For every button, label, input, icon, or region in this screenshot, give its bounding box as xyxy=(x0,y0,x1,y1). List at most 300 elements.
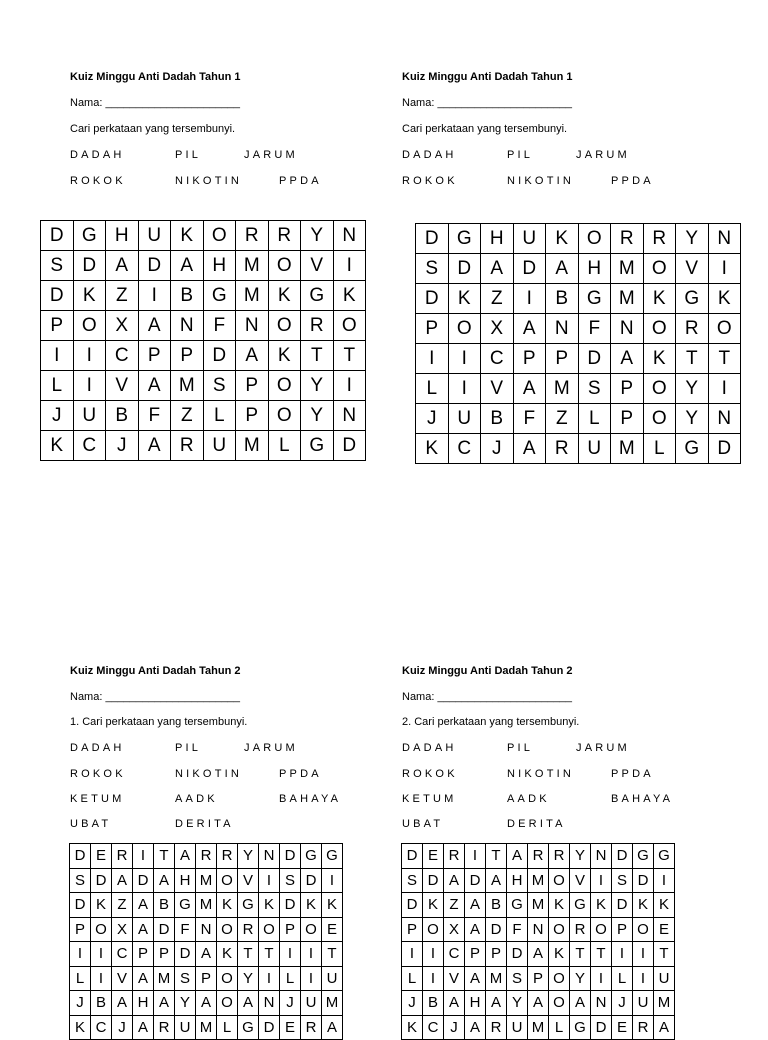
grid-cell: A xyxy=(175,844,196,869)
grid-cell: E xyxy=(322,917,343,942)
grid-cell: R xyxy=(546,434,579,464)
grid-cell: L xyxy=(70,966,91,991)
quiz-title: Kuiz Minggu Anti Dadah Tahun 1 xyxy=(70,71,241,83)
grid-cell: N xyxy=(259,844,280,869)
quiz-title: Kuiz Minggu Anti Dadah Tahun 2 xyxy=(402,665,573,677)
grid-cell: Y xyxy=(676,224,709,254)
grid-cell: L xyxy=(549,1015,570,1040)
grid-cell: S xyxy=(507,966,528,991)
grid-cell: K xyxy=(268,281,301,311)
word-search-grid xyxy=(415,223,741,464)
grid-row xyxy=(416,434,741,464)
word-item: PPDA xyxy=(279,175,322,187)
grid-cell: V xyxy=(570,868,591,893)
grid-cell: R xyxy=(171,431,204,461)
grid-cell: P xyxy=(138,341,171,371)
grid-cell: I xyxy=(708,374,741,404)
grid-cell: V xyxy=(238,868,259,893)
grid-row xyxy=(41,311,366,341)
grid-cell: G xyxy=(570,1015,591,1040)
grid-cell: N xyxy=(259,991,280,1016)
grid-cell: A xyxy=(112,868,133,893)
grid-cell: P xyxy=(236,371,269,401)
grid-cell: R xyxy=(570,917,591,942)
grid-cell: G xyxy=(633,844,654,869)
grid-cell: K xyxy=(91,893,112,918)
grid-cell: A xyxy=(138,311,171,341)
grid-cell: P xyxy=(611,374,644,404)
grid-cell: N xyxy=(333,221,366,251)
grid-cell: U xyxy=(322,966,343,991)
grid-cell: L xyxy=(280,966,301,991)
grid-cell: A xyxy=(507,844,528,869)
grid-cell: I xyxy=(301,966,322,991)
word-item: PPDA xyxy=(279,768,322,780)
grid-cell: Y xyxy=(507,991,528,1016)
grid-cell: A xyxy=(112,991,133,1016)
grid-cell: A xyxy=(465,966,486,991)
word-item: JARUM xyxy=(244,742,298,754)
grid-cell: A xyxy=(513,434,546,464)
grid-cell: O xyxy=(643,254,676,284)
grid-cell: G xyxy=(175,893,196,918)
grid-cell: B xyxy=(481,404,514,434)
word-item: ROKOK xyxy=(70,768,126,780)
grid-cell: V xyxy=(106,371,139,401)
grid-cell: U xyxy=(507,1015,528,1040)
grid-cell: C xyxy=(481,344,514,374)
grid-cell: A xyxy=(546,254,579,284)
word-item: DERITA xyxy=(175,818,234,830)
grid-cell: N xyxy=(546,314,579,344)
grid-cell: O xyxy=(643,374,676,404)
grid-cell: S xyxy=(280,868,301,893)
grid-cell: D xyxy=(41,221,74,251)
grid-cell: I xyxy=(91,942,112,967)
grid-cell: G xyxy=(301,844,322,869)
grid-cell: I xyxy=(423,966,444,991)
name-field: Nama: ______________________ xyxy=(70,97,241,109)
grid-cell: A xyxy=(513,314,546,344)
grid-cell: A xyxy=(444,868,465,893)
grid-cell: I xyxy=(402,942,423,967)
word-item: NIKOTIN xyxy=(507,768,575,780)
grid-cell: I xyxy=(70,942,91,967)
grid-cell: N xyxy=(528,917,549,942)
grid-cell: P xyxy=(528,966,549,991)
grid-cell: I xyxy=(633,966,654,991)
grid-row xyxy=(70,1015,343,1040)
instruction-text: Cari perkataan yang tersembunyi. xyxy=(70,123,236,135)
grid-cell: D xyxy=(280,893,301,918)
grid-cell: A xyxy=(138,371,171,401)
grid-cell: R xyxy=(238,917,259,942)
grid-cell: J xyxy=(106,431,139,461)
grid-cell: O xyxy=(73,311,106,341)
grid-cell: Y xyxy=(570,844,591,869)
grid-cell: V xyxy=(301,251,334,281)
grid-row xyxy=(402,1015,675,1040)
grid-cell: A xyxy=(465,893,486,918)
grid-cell: F xyxy=(507,917,528,942)
grid-cell: Z xyxy=(546,404,579,434)
grid-cell: L xyxy=(578,404,611,434)
grid-cell: H xyxy=(203,251,236,281)
grid-cell: I xyxy=(41,341,74,371)
grid-cell: Z xyxy=(171,401,204,431)
grid-cell: D xyxy=(416,284,449,314)
quiz-title: Kuiz Minggu Anti Dadah Tahun 1 xyxy=(402,71,573,83)
grid-cell: I xyxy=(73,341,106,371)
grid-cell: S xyxy=(203,371,236,401)
grid-cell: P xyxy=(41,311,74,341)
grid-cell: I xyxy=(259,966,280,991)
grid-cell: R xyxy=(112,844,133,869)
grid-cell: G xyxy=(676,284,709,314)
grid-cell: O xyxy=(591,917,612,942)
word-item: AADK xyxy=(175,793,218,805)
grid-cell: B xyxy=(423,991,444,1016)
grid-cell: K xyxy=(549,893,570,918)
grid-cell: O xyxy=(549,966,570,991)
grid-cell: K xyxy=(643,344,676,374)
word-item: JARUM xyxy=(576,149,630,161)
grid-cell: O xyxy=(203,221,236,251)
grid-cell: I xyxy=(465,844,486,869)
grid-cell: U xyxy=(203,431,236,461)
word-item: PPDA xyxy=(611,768,654,780)
grid-cell: R xyxy=(196,844,217,869)
grid-cell: U xyxy=(175,1015,196,1040)
grid-cell: R xyxy=(676,314,709,344)
grid-cell: Y xyxy=(676,404,709,434)
instruction-text: 2. Cari perkataan yang tersembunyi. xyxy=(402,716,580,728)
grid-cell: Y xyxy=(570,966,591,991)
grid-cell: D xyxy=(708,434,741,464)
grid-cell: T xyxy=(238,942,259,967)
grid-cell: I xyxy=(138,281,171,311)
grid-cell: O xyxy=(217,868,238,893)
grid-cell: H xyxy=(507,868,528,893)
grid-cell: Y xyxy=(301,221,334,251)
grid-cell: A xyxy=(444,991,465,1016)
word-search-grid xyxy=(40,220,366,461)
grid-cell: D xyxy=(41,281,74,311)
grid-cell: I xyxy=(591,868,612,893)
grid-cell: K xyxy=(423,893,444,918)
grid-cell: A xyxy=(654,1015,675,1040)
grid-cell: P xyxy=(171,341,204,371)
grid-cell: D xyxy=(507,942,528,967)
word-item: BAHAYA xyxy=(611,793,674,805)
grid-row xyxy=(416,254,741,284)
word-item: ROKOK xyxy=(70,175,126,187)
grid-cell: M xyxy=(322,991,343,1016)
grid-cell: N xyxy=(196,917,217,942)
grid-cell: P xyxy=(513,344,546,374)
grid-cell: Y xyxy=(301,371,334,401)
grid-row xyxy=(402,942,675,967)
grid-row xyxy=(416,314,741,344)
grid-cell: K xyxy=(591,893,612,918)
grid-cell: I xyxy=(322,868,343,893)
grid-cell: M xyxy=(236,251,269,281)
grid-cell: S xyxy=(612,868,633,893)
grid-cell: J xyxy=(612,991,633,1016)
grid-cell: U xyxy=(654,966,675,991)
grid-cell: T xyxy=(333,341,366,371)
grid-cell: D xyxy=(578,344,611,374)
grid-cell: X xyxy=(444,917,465,942)
grid-row xyxy=(41,431,366,461)
grid-cell: A xyxy=(513,374,546,404)
grid-row xyxy=(70,966,343,991)
grid-cell: D xyxy=(280,844,301,869)
grid-cell: O xyxy=(549,868,570,893)
word-item: PIL xyxy=(507,149,534,161)
grid-cell: K xyxy=(546,224,579,254)
grid-cell: U xyxy=(633,991,654,1016)
grid-cell: Y xyxy=(175,991,196,1016)
grid-cell: O xyxy=(423,917,444,942)
grid-cell: A xyxy=(465,917,486,942)
grid-cell: D xyxy=(402,844,423,869)
grid-cell: E xyxy=(280,1015,301,1040)
grid-cell: O xyxy=(259,917,280,942)
grid-row xyxy=(70,942,343,967)
grid-cell: T xyxy=(676,344,709,374)
word-search-grid xyxy=(401,843,675,1040)
grid-cell: A xyxy=(133,917,154,942)
grid-cell: G xyxy=(578,284,611,314)
grid-cell: A xyxy=(238,991,259,1016)
grid-cell: I xyxy=(654,868,675,893)
grid-cell: D xyxy=(154,917,175,942)
name-field: Nama: ______________________ xyxy=(402,97,573,109)
grid-cell: A xyxy=(236,341,269,371)
grid-cell: I xyxy=(133,844,154,869)
grid-row xyxy=(70,893,343,918)
grid-cell: D xyxy=(133,868,154,893)
grid-cell: G xyxy=(676,434,709,464)
grid-cell: P xyxy=(280,917,301,942)
grid-cell: G xyxy=(322,844,343,869)
grid-cell: L xyxy=(643,434,676,464)
grid-cell: L xyxy=(41,371,74,401)
grid-cell: O xyxy=(708,314,741,344)
grid-cell: O xyxy=(633,917,654,942)
word-item: ROKOK xyxy=(402,175,458,187)
grid-cell: I xyxy=(301,942,322,967)
grid-cell: M xyxy=(546,374,579,404)
grid-cell: T xyxy=(654,942,675,967)
name-field: Nama: ______________________ xyxy=(70,691,241,703)
grid-cell: D xyxy=(175,942,196,967)
grid-cell: N xyxy=(611,314,644,344)
grid-cell: M xyxy=(611,434,644,464)
grid-cell: H xyxy=(578,254,611,284)
grid-cell: C xyxy=(73,431,106,461)
grid-cell: G xyxy=(238,1015,259,1040)
grid-cell: M xyxy=(171,371,204,401)
grid-row xyxy=(416,284,741,314)
grid-row xyxy=(41,281,366,311)
grid-cell: O xyxy=(268,251,301,281)
grid-cell: Y xyxy=(301,401,334,431)
grid-cell: M xyxy=(236,431,269,461)
grid-cell: T xyxy=(708,344,741,374)
grid-cell: T xyxy=(154,844,175,869)
grid-cell: G xyxy=(238,893,259,918)
instruction-text: 1. Cari perkataan yang tersembunyi. xyxy=(70,716,248,728)
grid-cell: P xyxy=(546,344,579,374)
word-item: UBAT xyxy=(70,818,112,830)
grid-cell: L xyxy=(203,401,236,431)
grid-cell: U xyxy=(578,434,611,464)
grid-cell: G xyxy=(301,281,334,311)
grid-cell: Y xyxy=(238,966,259,991)
grid-cell: B xyxy=(486,893,507,918)
grid-row xyxy=(41,251,366,281)
grid-cell: A xyxy=(196,991,217,1016)
word-item: BAHAYA xyxy=(279,793,342,805)
grid-cell: G xyxy=(301,431,334,461)
grid-cell: O xyxy=(549,991,570,1016)
grid-cell: A xyxy=(154,868,175,893)
grid-cell: K xyxy=(70,1015,91,1040)
grid-cell: B xyxy=(546,284,579,314)
grid-cell: K xyxy=(301,893,322,918)
word-item: AADK xyxy=(507,793,550,805)
grid-cell: B xyxy=(106,401,139,431)
grid-cell: O xyxy=(549,917,570,942)
grid-cell: I xyxy=(423,942,444,967)
grid-cell: U xyxy=(73,401,106,431)
grid-cell: V xyxy=(676,254,709,284)
grid-cell: S xyxy=(41,251,74,281)
grid-cell: K xyxy=(217,942,238,967)
grid-cell: P xyxy=(196,966,217,991)
grid-cell: N xyxy=(171,311,204,341)
grid-cell: K xyxy=(654,893,675,918)
grid-cell: K xyxy=(41,431,74,461)
grid-cell: K xyxy=(402,1015,423,1040)
grid-cell: X xyxy=(481,314,514,344)
grid-cell: C xyxy=(423,1015,444,1040)
grid-cell: A xyxy=(133,893,154,918)
grid-cell: A xyxy=(465,1015,486,1040)
word-item: DADAH xyxy=(70,149,125,161)
grid-cell: C xyxy=(106,341,139,371)
grid-cell: N xyxy=(236,311,269,341)
grid-cell: K xyxy=(73,281,106,311)
grid-cell: L xyxy=(416,374,449,404)
grid-cell: G xyxy=(654,844,675,869)
grid-cell: K xyxy=(448,284,481,314)
grid-cell: K xyxy=(217,893,238,918)
grid-cell: I xyxy=(416,344,449,374)
grid-cell: Y xyxy=(238,844,259,869)
grid-cell: J xyxy=(70,991,91,1016)
grid-row xyxy=(402,966,675,991)
grid-cell: M xyxy=(196,868,217,893)
grid-cell: A xyxy=(570,991,591,1016)
grid-cell: A xyxy=(133,1015,154,1040)
grid-row xyxy=(41,401,366,431)
grid-cell: P xyxy=(416,314,449,344)
grid-cell: P xyxy=(236,401,269,431)
grid-cell: X xyxy=(112,917,133,942)
grid-cell: J xyxy=(41,401,74,431)
grid-cell: H xyxy=(465,991,486,1016)
grid-cell: T xyxy=(259,942,280,967)
word-item: NIKOTIN xyxy=(175,768,243,780)
grid-row xyxy=(402,917,675,942)
grid-cell: D xyxy=(591,1015,612,1040)
grid-cell: S xyxy=(578,374,611,404)
grid-cell: R xyxy=(549,844,570,869)
grid-cell: R xyxy=(528,844,549,869)
word-item: PIL xyxy=(175,149,202,161)
name-field: Nama: ______________________ xyxy=(402,691,573,703)
word-item: DADAH xyxy=(402,742,457,754)
grid-cell: V xyxy=(481,374,514,404)
grid-cell: K xyxy=(333,281,366,311)
word-item: DADAH xyxy=(402,149,457,161)
grid-cell: J xyxy=(416,404,449,434)
quiz-title: Kuiz Minggu Anti Dadah Tahun 2 xyxy=(70,665,241,677)
grid-cell: N xyxy=(708,224,741,254)
grid-cell: K xyxy=(708,284,741,314)
word-item: PIL xyxy=(507,742,534,754)
grid-cell: K xyxy=(171,221,204,251)
grid-cell: K xyxy=(268,341,301,371)
grid-cell: B xyxy=(154,893,175,918)
word-item: NIKOTIN xyxy=(175,175,243,187)
grid-cell: A xyxy=(106,251,139,281)
instruction-text: Cari perkataan yang tersembunyi. xyxy=(402,123,568,135)
grid-cell: A xyxy=(528,942,549,967)
grid-row xyxy=(70,844,343,869)
word-item: KETUM xyxy=(70,793,125,805)
grid-row xyxy=(70,868,343,893)
grid-cell: T xyxy=(591,942,612,967)
grid-cell: L xyxy=(268,431,301,461)
grid-cell: D xyxy=(633,868,654,893)
grid-cell: D xyxy=(513,254,546,284)
grid-row xyxy=(402,991,675,1016)
grid-cell: D xyxy=(73,251,106,281)
grid-row xyxy=(402,868,675,893)
grid-cell: O xyxy=(217,917,238,942)
grid-cell: T xyxy=(301,341,334,371)
grid-cell: H xyxy=(175,868,196,893)
grid-cell: L xyxy=(402,966,423,991)
grid-cell: D xyxy=(612,893,633,918)
grid-cell: R xyxy=(236,221,269,251)
grid-cell: K xyxy=(416,434,449,464)
grid-cell: L xyxy=(612,966,633,991)
grid-cell: H xyxy=(481,224,514,254)
grid-cell: P xyxy=(486,942,507,967)
grid-cell: R xyxy=(268,221,301,251)
grid-cell: P xyxy=(402,917,423,942)
grid-cell: E xyxy=(91,844,112,869)
word-item: ROKOK xyxy=(402,768,458,780)
grid-cell: M xyxy=(611,254,644,284)
grid-cell: R xyxy=(301,1015,322,1040)
grid-cell: A xyxy=(322,1015,343,1040)
